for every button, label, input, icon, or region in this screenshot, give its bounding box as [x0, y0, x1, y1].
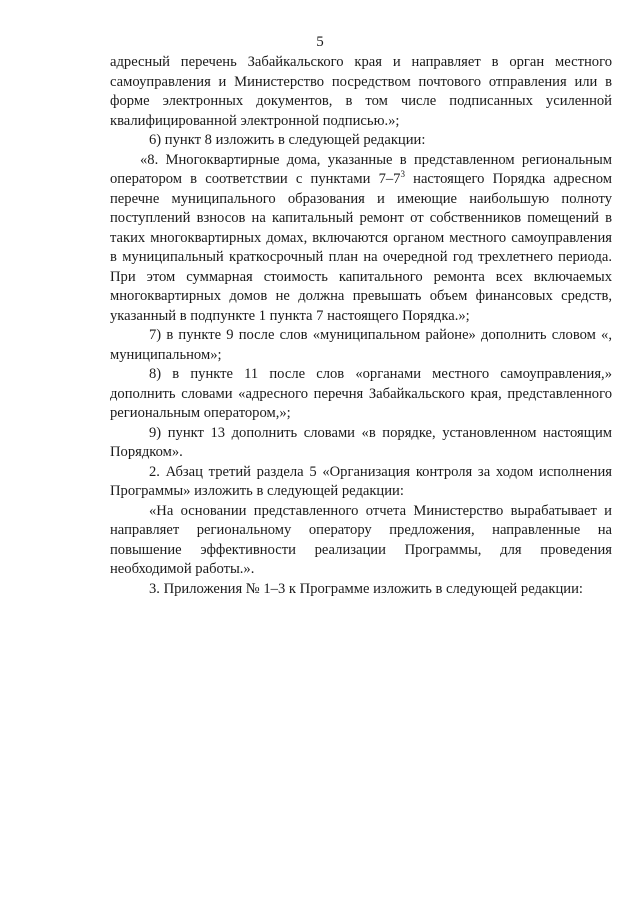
point-8-text-start: «8. Многоквартирные дома, указанные в представленном региональным оператором в соответствии с пунктами 7–7: [110, 151, 612, 187]
point-8-superscript: 3: [400, 169, 405, 179]
point-8-text-end: настоящего Порядка адресном перечне муниципального образования и имеющие наибольшую полноту поступлений взносов на капитальный ремонт от собственников помещений в таких многоквартирных домах, включаются органом местного самоуправления в муниципальный краткосрочный план на очередной год трехлетнего периода. При этом суммарная стоимость капитального ремонта всех включаемых многоквартирных домов не должна превышать объем финансовых средств, указанный в подпункте 1 пункта 7 настоящего Порядка.»;: [110, 171, 612, 324]
paragraph-address-list-end: адресный перечень Забайкальского края и направляет в орган местного самоуправления и Министерство посредством почтового отправления или в форме электронных документов, в том числе подписанных усиленной квалифицированной электронной подписью.»;: [110, 54, 612, 129]
paragraph-item-8: 8) в пункте 11 после слов «органами местного самоуправления,» дополнить словами «адресного перечня Забайкальского края, представленного региональным оператором,»;: [110, 366, 612, 421]
paragraph-point-8: [110, 151, 612, 327]
page-number: 5: [316, 34, 324, 50]
document-body: [110, 53, 612, 599]
paragraph-item-6: 6) пункт 8 изложить в следующей редакции:: [149, 132, 426, 148]
paragraph-item-7: 7) в пункте 9 после слов «муниципальном районе» дополнить словом «, муниципальном»;: [110, 327, 612, 363]
paragraph-section-3: 3. Приложения № 1–3 к Программе изложить в следующей редакции:: [149, 580, 583, 597]
paragraph-quote-report: «На основании представленного отчета Министерство вырабатывает и направляет региональному оператору предложения, направленные на повышение эффективности реализации Программы, для проведения необходимой работы.».: [110, 502, 612, 577]
paragraph-section-2: 2. Абзац третий раздела 5 «Организация контроля за ходом исполнения Программы» изложить в следующей редакции:: [110, 463, 612, 499]
paragraph-item-9: 9) пункт 13 дополнить словами «в порядке, установленном настоящим Порядком».: [110, 424, 612, 460]
